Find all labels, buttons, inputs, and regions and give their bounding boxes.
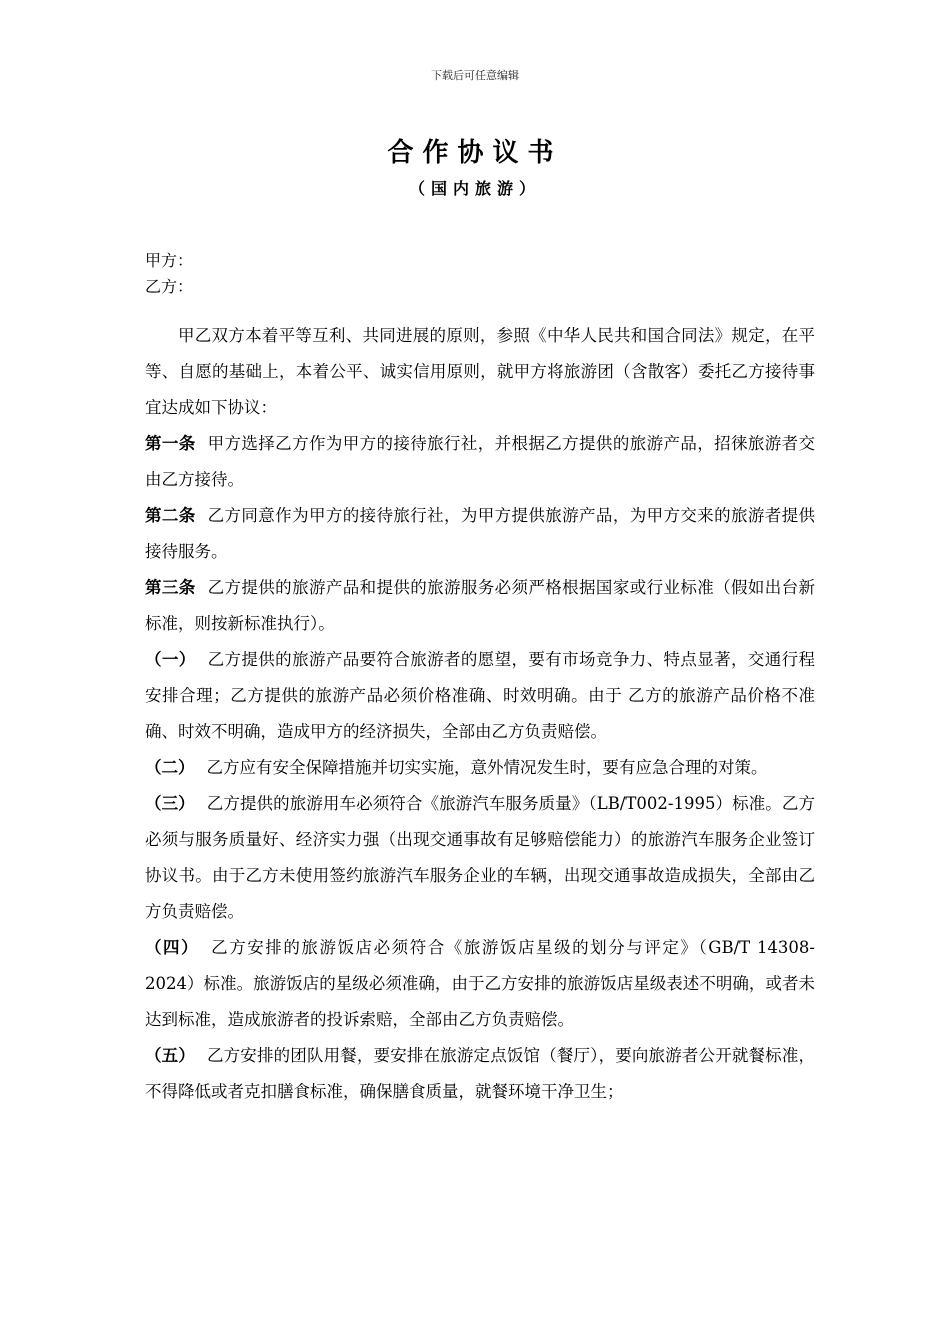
clause-4 (145, 930, 815, 1038)
clause-5 (145, 1038, 815, 1110)
clause-1-label: （一） (145, 650, 196, 669)
article-1-text: 甲方选择乙方作为甲方的接待旅行社，并根据乙方提供的旅游产品，招徕旅游者交由乙方接待。 (145, 434, 816, 489)
document-subtitle: （国内旅游） (408, 179, 541, 198)
clause-3-label: （三） (145, 794, 195, 813)
clause-4-text: 乙方安排的旅游饭店必须符合《旅游饭店星级的划分与评定》（GB/T 14308-2024）标准。旅游饭店的星级必须准确，由于乙方安排的旅游饭店星级表述不明确，或者未达到标准，造成旅游者的投诉索赔，全部由乙方负责赔偿。 (145, 938, 816, 1029)
header-note: 下载后可任意编辑 (431, 69, 519, 82)
clause-2-label: （二） (145, 758, 195, 777)
clause-3 (145, 786, 815, 930)
clause-2-text: 乙方应有安全保障措施并切实实施，意外情况发生时，要有应急合理的对策。 (206, 758, 768, 777)
article-3-label: 第三条 (145, 578, 196, 597)
article-2-label: 第二条 (145, 506, 196, 525)
article-2 (145, 498, 815, 570)
article-3-text: 乙方提供的旅游产品和提供的旅游服务必须严格根据国家或行业标准（假如出台新标准，则按新标准执行）。 (145, 578, 816, 633)
party-b-label: 乙方： (145, 277, 194, 296)
article-1 (145, 426, 815, 498)
clause-5-text: 乙方安排的团队用餐，要安排在旅游定点饭馆（餐厅），要向旅游者公开就餐标准，不得降低或者克扣膳食标准，确保膳食质量，就餐环境干净卫生； (145, 1046, 816, 1101)
clause-1 (145, 642, 815, 750)
document-title: 合作协议书 (387, 138, 563, 168)
parties-block (145, 248, 193, 300)
party-a-label: 甲方： (145, 251, 194, 270)
article-1-label: 第一条 (145, 434, 196, 453)
article-2-text: 乙方同意作为甲方的接待旅行社，为甲方提供旅游产品，为甲方交来的旅游者提供接待服务。 (145, 506, 816, 561)
clause-3-text: 乙方提供的旅游用车必须符合《旅游汽车服务质量》（LB/T002-1995）标准。乙方必须与服务质量好、经济实力强（出现交通事故有足够赔偿能力）的旅游汽车服务企业签订协议书。由于乙方未使用签约旅游汽车服务企业的车辆，出现交通事故造成损失，全部由乙方负责赔偿。 (145, 794, 815, 921)
agreement-body (145, 318, 815, 1110)
clause-2 (145, 750, 815, 786)
article-3 (145, 570, 815, 642)
intro-paragraph: 甲乙双方本着平等互利、共同进展的原则，参照《中华人民共和国合同法》规定，在平等、自愿的基础上，本着公平、诚实信用原则，就甲方将旅游团（含散客）委托乙方接待事宜达成如下协议： (145, 326, 815, 417)
clause-1-text: 乙方提供的旅游产品要符合旅游者的愿望，要有市场竞争力、特点显著，交通行程安排合理；乙方提供的旅游产品必须价格准确、时效明确。由于 乙方的旅游产品价格不准确、时效不明确，造成甲方的经济损失，全部由乙方负责赔偿。 (145, 650, 816, 741)
clause-5-label: （五） (145, 1046, 195, 1065)
clause-4-label: （四） (145, 938, 200, 957)
